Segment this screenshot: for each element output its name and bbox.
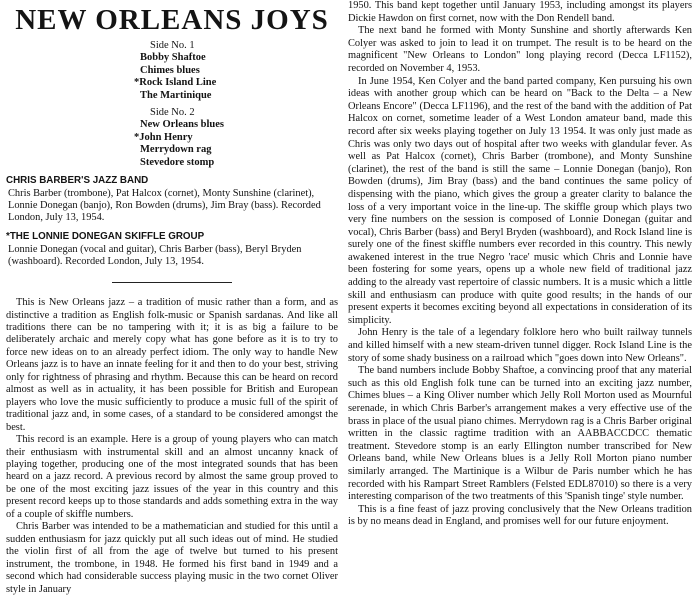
track-item: Merrydown rag — [140, 144, 212, 156]
left-column — [6, 0, 338, 596]
track-item: *John Henry — [134, 131, 193, 143]
track-item: Chimes blues — [140, 64, 200, 76]
body-paragraph: John Henry is the tale of a legendary folklore hero who built railway tunnels and killed himself with a new steam-driven tunnel digger. Rock Island Line is the story of some shady business on a railroad which "goes down into New Orleans". — [348, 327, 692, 364]
track-item: New Orleans blues — [140, 119, 224, 131]
band-details: Lonnie Donegan (vocal and guitar), Chris Barber (bass), Beryl Bryden (washboard). Recorded London, July 13, 1954. — [8, 243, 302, 267]
album-title: NEW ORLEANS JOYS — [15, 4, 329, 36]
side-2-label: Side No. 2 — [150, 107, 195, 119]
band-details: Chris Barber (trombone), Pat Halcox (cornet), Monty Sunshine (clarinet), Lonnie Donegan (banjo), Ron Bowden (drums), Jim Bray (bass). Recorded London, July 13, 1954. — [8, 188, 321, 224]
track-item: Bobby Shaftoe — [140, 52, 206, 64]
body-paragraph: This record is an example. Here is a group of young players who can match their enthusiasm with instrumental skill and an almost uncanny knack of playing together, producing one of the most integrated sounds that has been heard on a jazz record. A previous record by almost the same group proved to be one of the most exciting jazz issues of the year in this country and this present record keeps up to those standards and adds something extra in the way of a couple of skiffle numbers. — [6, 434, 338, 520]
body-paragraph: 1950. This band kept together until January 1953, including amongst its players Dickie Hawdon on first cornet, now with the Don Rendell band. — [348, 0, 692, 24]
track-item: *Rock Island Line — [134, 77, 217, 89]
body-paragraph: In June 1954, Ken Colyer and the band parted company, Ken pursuing his own ideas with another group which can be heard on "Back to the Delta – a New Orleans Encore" (Decca LF1196), and the rest of the band with the addition of Pat Halcox on cornet, sometime leader of a West London amateur band, made this record after six weeks playing together on July 13 1954. It was only just made as Chris was only two days out of hospital after two weeks with glandular fever. As well as Pat Halcox (cornet), Chris Barber (trombone), and Monty Sunshine (clarinet), the rest of the band is still the same – Lonnie Donegan (banjo), Ron Bowden (drums), Jim Bray (bass) and the band continues the same policy of dispensing with the piano, which gives the group a greater clarity to balance the loss of a very important voice in the line-up. The skiffle group which plays two very fine numbers on the session is composed of Lonnie Donegan (guitar and vocal), Chris Barber (bass) and Beryl Bryden (washboard), and Rock Island line is surely one of the finest skiffle numbers ever recorded in this country. This newly awakened interest in the true Negro 'race' music which Chris and Lonnie have been fostering for some years, opens up a whole new field of traditional jazz adding to the already vast repertoire of classic numbers. It is a music which a little skill and enthusiasm can produce with quite good results; in the hands of our present experts it becomes exciting beyond all expectations in consideration of its simplicity. — [348, 75, 692, 326]
side-1 — [134, 40, 338, 102]
body-paragraph: This is a fine feast of jazz proving conclusively that the New Orleans tradition is by no means dead in England, and promises well for our future enjoyment. — [348, 503, 692, 528]
track-item: Stevedore stomp — [140, 156, 215, 168]
body-paragraph: The next band he formed with Monty Sunshine and shortly afterwards Ken Colyer was asked to join to lead it on trumpet. The result is to be heard on the magnificent "New Orleans to London" long playing record (Decca LF1152), recorded on November 4, 1953. — [348, 25, 692, 74]
section-divider — [112, 282, 232, 283]
right-column — [348, 0, 692, 529]
body-paragraph: The band numbers include Bobby Shaftoe, a convincing proof that any material such as this old English folk tune can be turned into an exciting jazz number, Chimes blues – a King Oliver number which Jelly Roll Morton used as Mournful serenade, in which Chris Barber's arrangement makes a very effective use of the brass in place of the usual piano chimes. Merrydown rag is a Chris Barber original written in the classic ragtime tradition with an AABBACCDCC thematic treatment. Stevedore stomp is an early Ellington number transcribed for New Orleans band, while New Orleans blues is a Jelly Roll Morton piano number similarly arranged. The Martinique is a Wilbur de Paris number which he has recorded with his Rampart Street Ramblers (Felsted EDL87010) so there is a very interesting comparison of the two treatments of this 'Spanish tinge' style number. — [348, 365, 692, 503]
band-name: CHRIS BARBER'S JAZZ BAND — [6, 175, 149, 187]
side-1-label: Side No. 1 — [150, 40, 195, 51]
track-item: The Martinique — [140, 89, 212, 101]
body-paragraph: Chris Barber was intended to be a mathematician and studied for this until a sudden enthusiasm for jazz quickly put all such ideas out of mind. He studied the violin first of all from the age of twelve but turned to his present instrument, the trombone, in 1948. He formed his first band in 1949 and a second which had considerable success playing music in the two cornet Oliver style in January — [6, 521, 338, 595]
track-listing — [134, 40, 338, 169]
body-paragraph: This is New Orleans jazz – a tradition of music rather than a form, and as distinctive a tradition as English folk-music or Spanish sardanas. And like all traditions there can be no tampering with it; it is as big a failure to be deliberately archaic and merely copy what has gone before as it is to try to force new ideas on to an already perfect idiom. The only way to handle New Orleans jazz is to have an innate feeling for it and then to do your best, striving only for rightness of phrasing and rhythm. Because this can be heard on record almost as well as in actuality, it has been possible for British and European players who love the music sufficiently to produce a music full of the spirit of traditional jazz and, in some cases, of a standard to be considered amongst the best. — [6, 297, 338, 433]
band-name: *THE LONNIE DONEGAN SKIFFLE GROUP — [6, 230, 205, 242]
side-2 — [134, 107, 338, 169]
